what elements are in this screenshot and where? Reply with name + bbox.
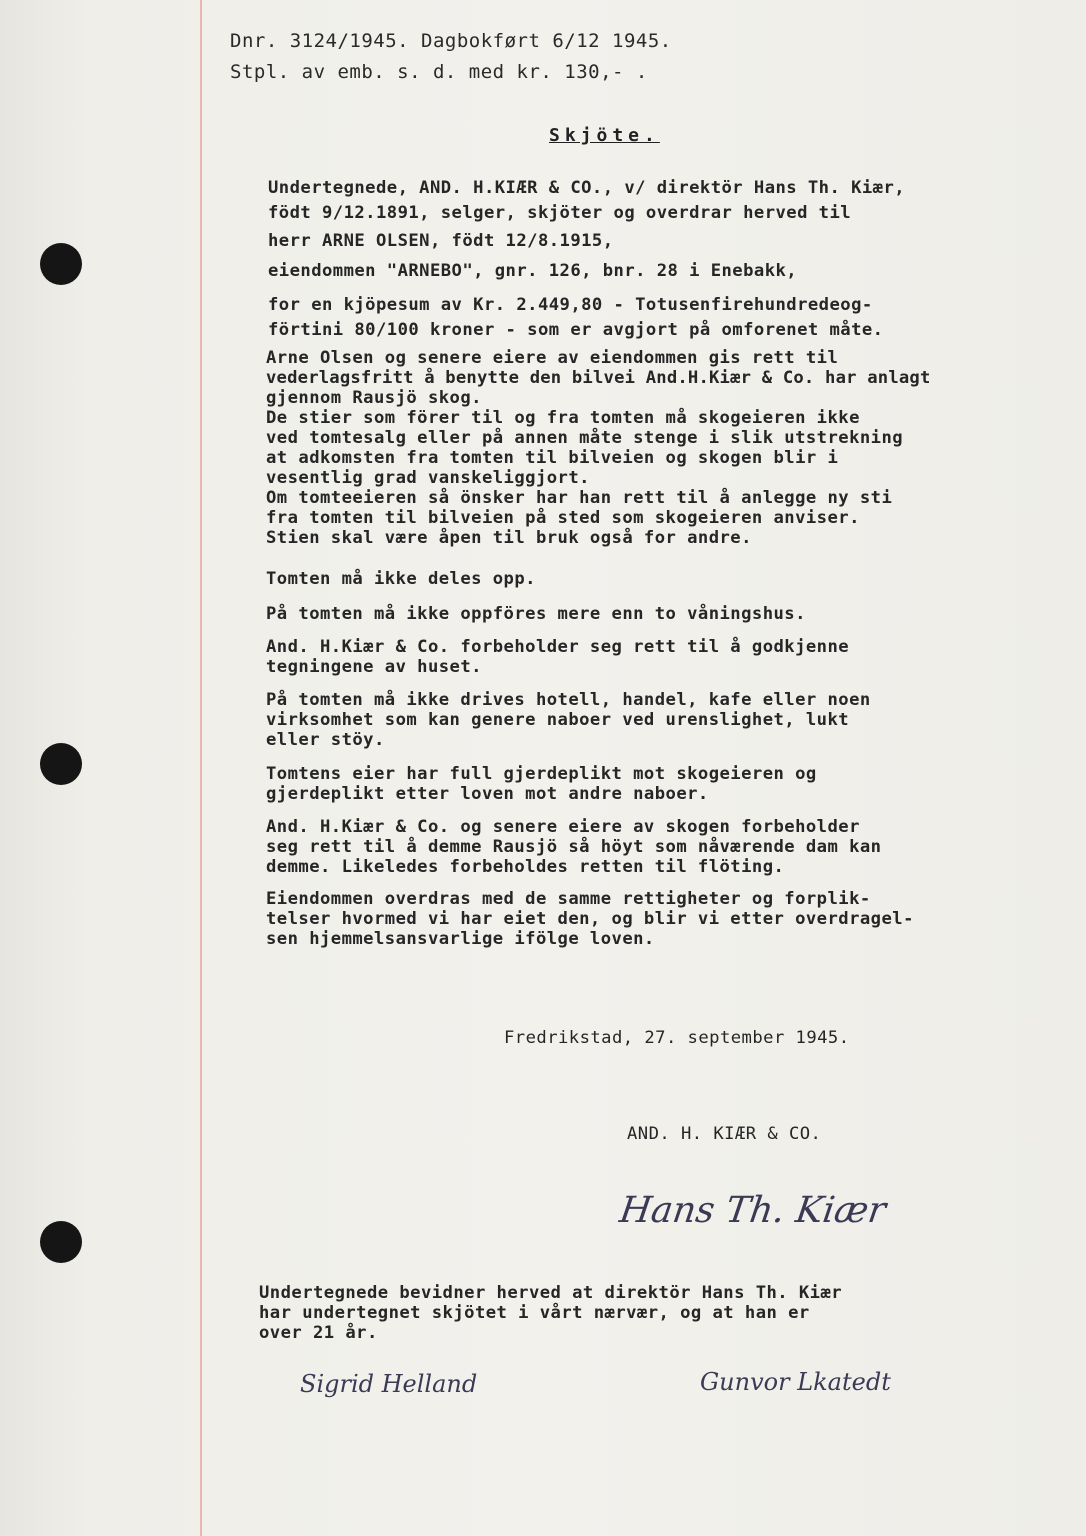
body-line: Eiendommen overdras med de samme rettigheter og forplik- [266,889,871,909]
company-name: AND. H. KIÆR & CO. [627,1124,822,1144]
body-line: demme. Likeledes forbeholdes retten til flöting. [266,857,785,877]
margin-rule [200,0,202,1536]
body-line: at adkomsten fra tomten til bilveien og skogen blir i [266,448,839,468]
stamp-note: Stpl. av emb. s. d. med kr. 130,- . [230,61,648,83]
body-line: virksomhet som kan genere naboer ved urenslighet, lukt [266,710,850,730]
body-line: sen hjemmelsansvarlige ifölge loven. [266,929,655,949]
body-line: De stier som förer til og fra tomten må skogeieren ikke [266,408,860,428]
body-line: På tomten må ikke oppföres mere enn to våningshus. [266,604,806,624]
body-line: Arne Olsen og senere eiere av eiendommen gis rett til [266,348,839,368]
body-line: Tomtens eier har full gjerdeplikt mot skogeieren og [266,764,817,784]
body-line: födt 9/12.1891, selger, skjöter og overdrar herved til [268,203,852,223]
body-line: seg rett til å demme Rausjö så höyt som nåværende dam kan [266,837,882,857]
body-line: And. H.Kiær & Co. forbeholder seg rett til å godkjenne [266,637,850,657]
body-line: eller stöy. [266,730,385,750]
punch-hole-middle [40,743,82,785]
body-line: gjerdeplikt etter loven mot andre naboer. [266,784,709,804]
witness-line-3: over 21 år. [259,1323,378,1343]
punch-hole-top [40,243,82,285]
body-line: vesentlig grad vanskeliggjort. [266,468,590,488]
body-line: Tomten må ikke deles opp. [266,569,536,589]
punch-hole-bottom [40,1221,82,1263]
body-line: gjennom Rausjö skog. [266,388,482,408]
signature-hans-kiaer: Hans Th. Kiær [617,1190,889,1231]
witness-signature-2: Gunvor Lkatedt [700,1368,891,1396]
witness-line-2: har undertegnet skjötet i vårt nærvær, og at han er [259,1303,810,1323]
body-line: telser hvormed vi har eiet den, og blir vi etter overdragel- [266,909,914,929]
body-line: förtini 80/100 kroner - som er avgjort på omforenet måte. [268,320,884,340]
body-line: And. H.Kiær & Co. og senere eiere av skogen forbeholder [266,817,860,837]
body-line: vederlagsfritt å benytte den bilvei And.H.Kiær & Co. har anlagt [266,368,931,388]
body-line: ved tomtesalg eller på annen måte stenge i slik utstrekning [266,428,904,448]
registry-number: Dnr. 3124/1945. Dagbokført 6/12 1945. [230,30,672,52]
body-line: tegningene av huset. [266,657,482,677]
body-line: for en kjöpesum av Kr. 2.449,80 - Totusenfirehundredeog- [268,295,873,315]
body-line: herr ARNE OLSEN, födt 12/8.1915, [268,231,614,251]
document-title: Skjöte. [549,125,660,146]
witness-line-1: Undertegnede bevidner herved at direktör Hans Th. Kiær [259,1283,843,1303]
body-line: eiendommen "ARNEBO", gnr. 126, bnr. 28 i Enebakk, [268,261,798,281]
witness-signature-1: Sigrid Helland [300,1370,478,1398]
body-line: fra tomten til bilveien på sted som skogeieren anviser. [266,508,860,528]
body-line: På tomten må ikke drives hotell, handel, kafe eller noen [266,690,871,710]
body-line: Undertegnede, AND. H.KIÆR & CO., v/ direktör Hans Th. Kiær, [268,178,906,198]
body-line: Om tomteeieren så önsker har han rett til å anlegge ny sti [266,488,893,508]
body-line: Stien skal være åpen til bruk også for andre. [266,528,752,548]
place-date: Fredrikstad, 27. september 1945. [504,1028,850,1048]
